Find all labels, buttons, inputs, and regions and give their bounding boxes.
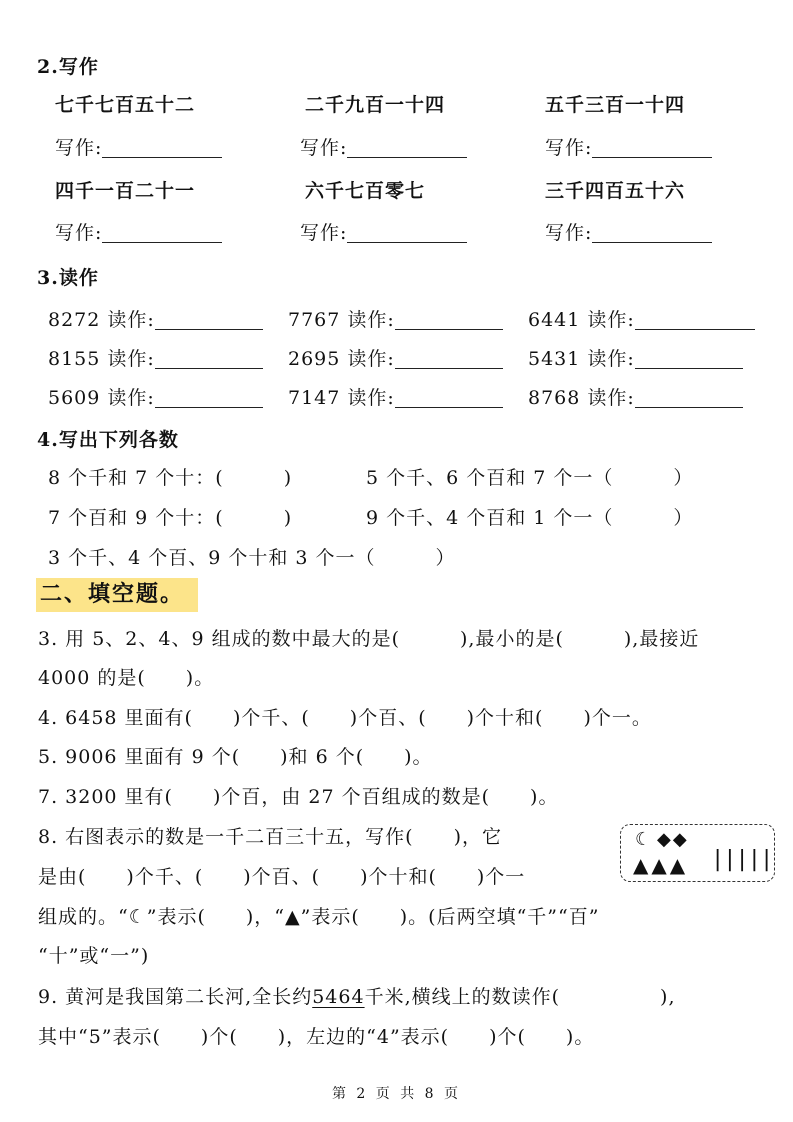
q2-item-3: 五千三百一十四 (545, 94, 686, 116)
answer-blank[interactable] (395, 329, 503, 330)
q4-title: 4.写出下列各数 (37, 429, 179, 451)
q2-answer-6: 写作: (545, 218, 712, 245)
q3-item-4: 8155 读作: (48, 344, 263, 371)
q3-item-1: 8272 读作: (48, 305, 263, 332)
q3-item-7: 5609 读作: (48, 383, 263, 410)
answer-blank[interactable] (102, 242, 222, 243)
q3-title: 3.读作 (37, 267, 99, 289)
answer-blank[interactable] (635, 407, 743, 408)
q2-item-1: 七千七百五十二 (55, 94, 196, 116)
q3-item-9: 8768 读作: (528, 383, 743, 410)
q3-item-6: 5431 读作: (528, 344, 743, 371)
answer-blank[interactable] (635, 368, 743, 369)
fill-q3-line1: 3. 用 5、2、4、9 组成的数中最大的是( ),最小的是( ),最接近 (38, 628, 700, 650)
q4-item-3: 7 个百和 9 个十：( ) (48, 507, 293, 529)
underlined-number: 5464 (312, 986, 365, 1008)
fill-q9-line1: 9. 黄河是我国第二长河,全长约5464千米,横线上的数读作( ), (38, 986, 676, 1008)
moon-icon: ☾ (635, 829, 652, 850)
answer-blank[interactable] (155, 407, 263, 408)
answer-blank[interactable] (347, 157, 467, 158)
q2-answer-2: 写作: (300, 133, 467, 160)
q2-item-6: 三千四百五十六 (545, 180, 686, 202)
fill-q9-line2: 其中“5”表示( )个( )，左边的“4”表示( )个( )。 (38, 1026, 595, 1048)
fill-q8-line1: 8. 右图表示的数是一千二百三十五，写作( )，它 (38, 826, 502, 848)
diamond-icon: ◆◆ (657, 829, 689, 850)
q2-title: 2.写作 (37, 56, 99, 78)
fill-q5: 5. 9006 里面有 9 个( )和 6 个( )。 (38, 746, 433, 768)
q2-item-4: 四千一百二十一 (55, 180, 196, 202)
page-footer: 第 2 页 共 8 页 (331, 1086, 462, 1102)
q2-answer-5: 写作: (300, 218, 467, 245)
answer-blank[interactable] (155, 329, 263, 330)
q2-answer-3: 写作: (545, 133, 712, 160)
q2-item-2: 二千九百一十四 (305, 94, 446, 116)
answer-blank[interactable] (395, 368, 503, 369)
answer-blank[interactable] (635, 329, 755, 330)
answer-blank[interactable] (155, 368, 263, 369)
answer-blank[interactable] (102, 157, 222, 158)
q4-item-5: 3 个千、4 个百、9 个十和 3 个一（ ） (48, 547, 456, 569)
triangle-icon: ▲▲▲ (633, 853, 689, 877)
answer-blank[interactable] (592, 242, 712, 243)
q4-item-4: 9 个千、4 个百和 1 个一（ ） (366, 507, 694, 529)
answer-blank[interactable] (347, 242, 467, 243)
q3-item-3: 6441 读作: (528, 305, 755, 332)
q3-item-8: 7147 读作: (288, 383, 503, 410)
q3-item-5: 2695 读作: (288, 344, 503, 371)
stick-icon: ||||| (711, 847, 773, 872)
answer-blank[interactable] (395, 407, 503, 408)
fill-q8-line3: 组成的。“☾”表示( )，“▲”表示( )。(后两空填“千”“百” (38, 906, 600, 928)
q2-item-5: 六千七百零七 (305, 180, 426, 202)
fill-q4: 4. 6458 里面有( )个千、( )个百、( )个十和( )个一。 (38, 707, 652, 729)
fill-q3-line2: 4000 的是( )。 (38, 667, 215, 689)
fill-q8-line2: 是由( )个千、( )个百、( )个十和( )个一 (38, 866, 526, 888)
answer-blank[interactable] (592, 157, 712, 158)
section-title: 二、填空题。 (36, 578, 198, 612)
q3-item-2: 7767 读作: (288, 305, 503, 332)
q4-item-2: 5 个千、6 个百和 7 个一（ ） (366, 467, 694, 489)
q2-answer-4: 写作: (55, 218, 222, 245)
q2-answer-1: 写作: (55, 133, 222, 160)
fill-q8-line4: “十”或“一”) (38, 945, 150, 967)
q4-item-1: 8 个千和 7 个十：( ) (48, 467, 293, 489)
counting-figure (620, 824, 775, 882)
fill-q7: 7. 3200 里有( )个百，由 27 个百组成的数是( )。 (38, 786, 559, 808)
